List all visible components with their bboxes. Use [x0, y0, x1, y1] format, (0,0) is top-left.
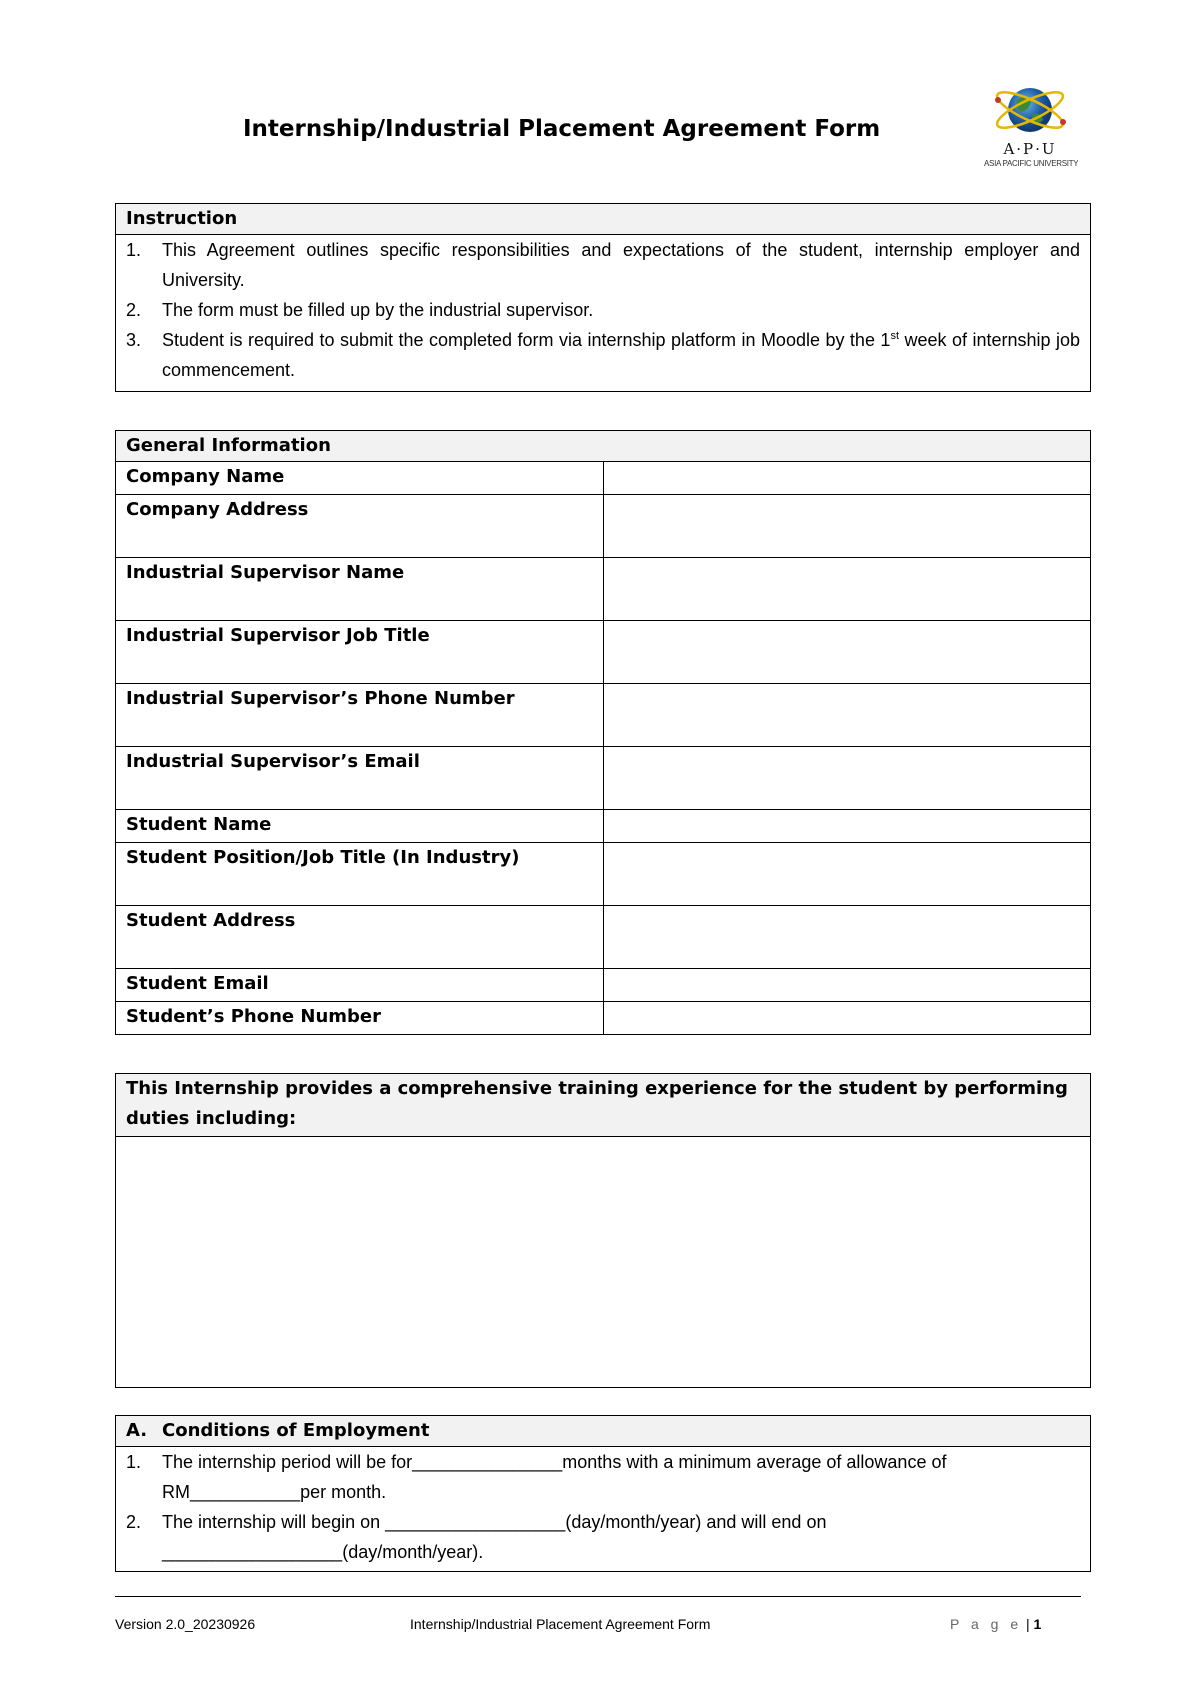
- student-email-field[interactable]: [603, 969, 1091, 1002]
- student-phone-field[interactable]: [603, 1002, 1091, 1035]
- student-address-field[interactable]: [603, 906, 1091, 969]
- instruction-list: [126, 235, 1080, 385]
- logo-tagline: ASIA PACIFIC UNIVERSITY: [984, 159, 1078, 168]
- field-label: Industrial Supervisor Job Title: [116, 621, 604, 684]
- footer-version: Version 2.0_20230926: [115, 1616, 256, 1632]
- instruction-table: [115, 203, 1091, 392]
- list-item: 3. Student is required to submit the completed form via internship platform in Moodle by the 1st week of internship job commencement.: [126, 330, 1081, 380]
- field-label: Student Name: [116, 810, 604, 843]
- list-item: 2. The form must be filled up by the industrial supervisor.: [126, 300, 594, 320]
- conditions-heading: Conditions of Employment: [162, 1420, 430, 1441]
- footer-doc-title: Internship/Industrial Placement Agreement Form: [410, 1616, 711, 1632]
- supervisor-job-title-field[interactable]: [603, 621, 1091, 684]
- instruction-heading: Instruction: [116, 204, 1091, 235]
- general-information-table: [115, 430, 1091, 1035]
- supervisor-phone-field[interactable]: [603, 684, 1091, 747]
- supervisor-name-field[interactable]: [603, 558, 1091, 621]
- duties-table: [115, 1073, 1091, 1388]
- field-label: Student Address: [116, 906, 604, 969]
- field-label: Industrial Supervisor’s Phone Number: [116, 684, 604, 747]
- student-position-field[interactable]: [603, 843, 1091, 906]
- list-item: 1. The internship period will be for_______________months with a minimum average of allowance of RM___________per month.: [126, 1452, 947, 1502]
- field-label: Industrial Supervisor Name: [116, 558, 604, 621]
- field-label: Student’s Phone Number: [116, 1002, 604, 1035]
- conditions-list: [126, 1447, 1080, 1567]
- logo-text: A·P·U: [1003, 140, 1057, 158]
- general-information-heading: General Information: [116, 431, 1091, 462]
- field-label: Company Name: [116, 462, 604, 495]
- list-item: 1. This Agreement outlines specific responsibilities and expectations of the student, internship employer and University.: [126, 240, 1080, 290]
- field-label: Student Email: [116, 969, 604, 1002]
- company-name-field[interactable]: [603, 462, 1091, 495]
- duties-heading: This Internship provides a comprehensive training experience for the student by performing duties including:: [116, 1074, 1091, 1137]
- duties-field[interactable]: [116, 1137, 1091, 1388]
- supervisor-email-field[interactable]: [603, 747, 1091, 810]
- footer-page-number: P a g e | 1: [950, 1616, 1042, 1632]
- page-title: Internship/Industrial Placement Agreement Form: [243, 116, 881, 142]
- conditions-table: [115, 1415, 1091, 1572]
- student-name-field[interactable]: [603, 810, 1091, 843]
- company-address-field[interactable]: [603, 495, 1091, 558]
- field-label: Company Address: [116, 495, 604, 558]
- list-item: 2. The internship will begin on __________________(day/month/year) and will end on __________________(day/month/year).: [126, 1512, 827, 1562]
- section-letter: A.: [126, 1420, 148, 1441]
- field-label: Student Position/Job Title (In Industry): [116, 843, 604, 906]
- field-label: Industrial Supervisor’s Email: [116, 747, 604, 810]
- footer-divider: [115, 1596, 1081, 1597]
